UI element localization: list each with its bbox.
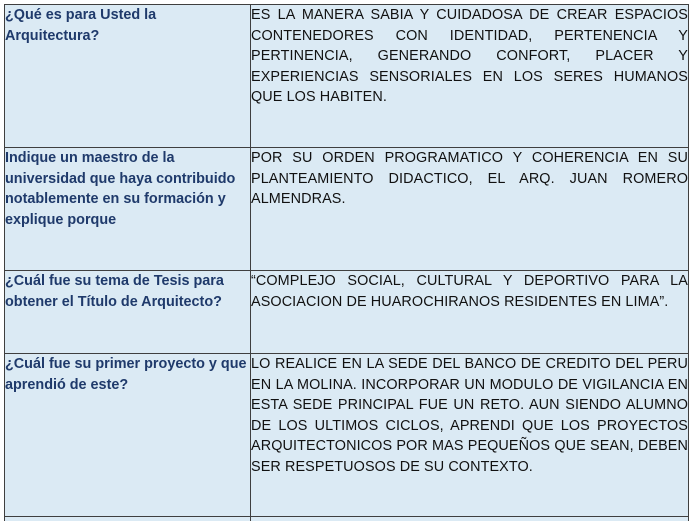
empty-cell <box>5 517 251 521</box>
answer-cell: “COMPLEJO SOCIAL, CULTURAL Y DEPORTIVO PARA LA ASOCIACION DE HUAROCHIRANOS RESIDENTES EN LIMA”. <box>251 271 689 354</box>
question-cell: ¿Cuál fue su tema de Tesis para obtener el Título de Arquitecto? <box>5 271 251 354</box>
table-row-partial <box>5 517 689 521</box>
question-cell: ¿Qué es para Usted la Arquitectura? <box>5 5 251 148</box>
table-row <box>5 354 689 517</box>
table-row <box>5 148 689 271</box>
answer-cell: ES LA MANERA SABIA Y CUIDADOSA DE CREAR ESPACIOS CONTENEDORES CON IDENTIDAD, PERTENENCIA Y PERTINENCIA, GENERANDO CONFORT, PLACER Y EXPERIENCIAS SENSORIALES EN LOS SERES HUMANOS QUE LOS HABITEN. <box>251 5 689 148</box>
question-cell: ¿Cuál fue su primer proyecto y que aprendió de este? <box>5 354 251 517</box>
answer-cell: POR SU ORDEN PROGRAMATICO Y COHERENCIA EN SU PLANTEAMIENTO DIDACTICO, EL ARQ. JUAN ROMERO ALMENDRAS. <box>251 148 689 271</box>
interview-table <box>4 4 689 521</box>
answer-cell: LO REALICE EN LA SEDE DEL BANCO DE CREDITO DEL PERU EN LA MOLINA. INCORPORAR UN MODULO DE VIGILANCIA EN ESTA SEDE PRINCIPAL FUE UN RETO. AUN SIENDO ALUMNO DE LOS ULTIMOS CICLOS, APRENDI QUE LOS PROYECTOS ARQUITECTONICOS POR MAS PEQUEÑOS QUE SEAN, DEBEN SER RESPETUOSOS DE SU CONTEXTO. <box>251 354 689 517</box>
table-row <box>5 5 689 148</box>
empty-cell <box>251 517 689 521</box>
question-cell: Indique un maestro de la universidad que haya contribuido notablemente en su formación y explique porque <box>5 148 251 271</box>
table-row <box>5 271 689 354</box>
